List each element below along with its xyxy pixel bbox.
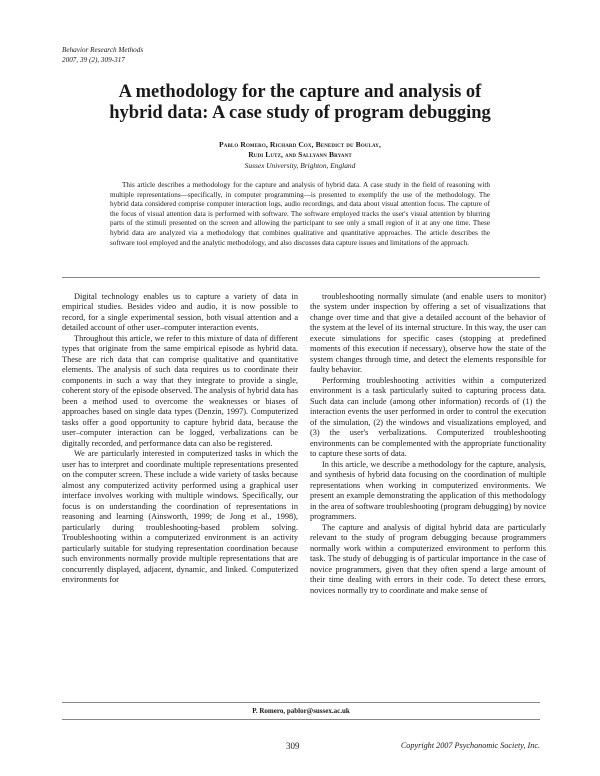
paragraph: Throughout this article, we refer to this mixture of data of different types that originate from the same empirical episode as hybrid data. These are rich data that can comprise qualitative and quantitative elements. The analysis of such data requires us to coordinate their components in such a way that they integrate to provide a single, coherent story of the episode observed. The analysis of hybrid data has been a method used to overcome the weaknesses or biases of approaches based on single data types (Denzin, 1997). Computerized tasks offer a good opportunity to capture hybrid data, because the user–computer interaction can be logged, verbalizations can be digitally recorded, and performance data can also be registered. [62,333,298,448]
paragraph: The capture and analysis of digital hybrid data are particularly relevant to the study of program debugging because programmers normally work within a computerized environment to perform this task. The study of debugging is of particular importance in the case of novice programmers, given that they often spend a large amount of their time dealing with errors in their code. To detect these errors, novices normally try to coordinate and make sense of [310,522,546,595]
journal-name: Behavior Research Methods [62,46,144,54]
footer-rule-bottom [62,719,540,720]
body-column-left [62,292,298,586]
title-line-1: A methodology for the capture and analysis of [118,82,482,102]
page-number: 309 [286,741,300,751]
paragraph: In this article, we describe a methodology for the capture, analysis, and synthesis of hybrid data focusing on the coordination of multiple representations when working in computerized environments. We present an example demonstrating the application of this methodology in the area of software troubleshooting (program debugging) by novice programmers. [310,459,546,522]
corresponding-author-email: P. Romero, pablor@sussex.ac.uk [252,707,350,715]
paragraph: We are particularly interested in computerized tasks in which the user has to interpret and coordinate multiple representations presented on the computer screen. These include a wide variety of tasks because almost any computerized activity performed using a graphical user interface involves working with multiple windows. Specifically, our focus is on understanding the coordination of representations in reasoning and learning (Ainsworth, 1999; de Jong et al., 1998), particularly during troubleshooting-based problem solving. Troubleshooting within a computerized environment is an activity particularly suitable for studying representation coordination because such environments normally provide multiple representations that are concurrently displayed, adjacent, dynamic, and linked. Computerized environments for [62,449,298,585]
journal-citation [62,46,143,65]
section-divider [62,277,540,278]
copyright-notice: Copyright 2007 Psychonomic Society, Inc. [400,741,540,750]
footer-rule-top [62,702,540,703]
paragraph: Performing troubleshooting activities within a computerized environment is a task particularly suited to capturing process data. Such data can include (among other information) records of (1) the interaction events the user performed in order to control the execution of the simulation, (2) the windows and visualizations employed, and (3) the user's verbalizations. Computerized troubleshooting environments can be complemented with the appropriate functionality to capture these sorts of data. [310,375,546,459]
author-list [40,140,560,160]
authors-line-1: Pablo Romero, Richard Cox, Benedict du Boulay, [219,140,381,149]
paragraph: Digital technology enables us to capture a variety of data in empirical studies. Besides video and audio, it is now possible to record, for a single experimental session, both visual attention and a detailed account of other user–computer interaction events. [62,292,298,333]
body-column-right [310,292,546,596]
authors-line-2: Rudi Lutz, and Sallyann Bryant [248,150,352,159]
journal-volume: 2007, 39 (2), 309-317 [62,55,125,64]
abstract [110,181,490,248]
title-line-2: hybrid data: A case study of program debugging [109,103,491,123]
paragraph: troubleshooting normally simulate (and enable users to monitor) the system under inspection by offering a set of visualizations that change over time and that give a detailed account of the behavior of the system at the level of its internal structure. In this way, the user can execute simulations for specific cases (stopping at predefined moments of this execution if necessary), observe how the state of the system changes through time, and detect the elements responsible for faulty behavior. [310,292,546,375]
affiliation: Sussex University, Brighton, England [244,161,356,170]
article-title [40,82,560,124]
abstract-text: This article describes a methodology for the capture and analysis of hybrid data. A case study in the field of reasoning with multiple representations—specifically, in computer programming—is presented to exemplify the use of the methodology. The hybrid data considered comprise computer interaction logs, audio recordings, and data about visual attention focus. The capture of the focus of visual attention data is performed with software. The software employed tracks the user's visual attention by blurring parts of the stimuli presented on the screen and allowing the participant to see only a small region of it at any one time. These hybrid data are analyzed via a methodology that combines qualitative and quantitative approaches. The article describes the software tool employed and the analytic methodology, and also discusses data capture issues and limitations of the approach. [110,181,490,247]
